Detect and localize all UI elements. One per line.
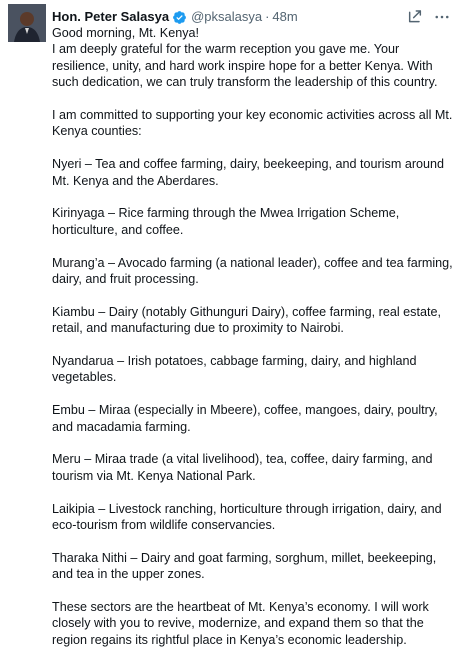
handle[interactable]: @pksalasya [191, 9, 263, 24]
county-tharaka-nithi: Tharaka Nithi – Dairy and goat farming, sorghum, millet, beekeeping, and tea in the upper zones. [52, 550, 437, 582]
tweet-header [52, 8, 451, 26]
timestamp[interactable]: 48m [272, 9, 298, 24]
county-laikipia: Laikipia – Livestock ranching, horticulture through irrigation, dairy, and eco-tourism from wildlife conservancies. [52, 501, 442, 533]
county-meru: Meru – Miraa trade (a vital livelihood), tea, coffee, dairy farming, and tourism via Mt. Kenya National Park. [52, 452, 433, 483]
verified-badge-icon [172, 10, 187, 25]
grok-icon[interactable] [407, 9, 423, 25]
greeting: Good morning, Mt. Kenya! [52, 26, 199, 40]
county-nyeri: Nyeri – Tea and coffee farming, dairy, beekeeping, and tourism around Mt. Kenya and the Aberdares. [52, 157, 445, 188]
county-kirinyaga: Kirinyaga – Rice farming through the Mwea Irrigation Scheme, horticulture, and coffee. [52, 206, 400, 237]
more-options-icon[interactable] [433, 8, 451, 26]
paragraph-commitment: I am committed to supporting your key economic activities across all Mt. Kenya counties: [52, 108, 453, 139]
county-kiambu: Kiambu – Dairy (notably Githunguri Dairy), coffee farming, real estate, retail, and manufacturing due to proximity to Nairobi. [52, 304, 441, 336]
county-embu: Embu – Miraa (especially in Mbeere), coffee, mangoes, dairy, poultry, and macadamia farming. [52, 403, 438, 434]
county-muranga: Murang’a – Avocado farming (a national leader), coffee and tea farming, dairy, and fruit processing. [52, 255, 453, 287]
avatar[interactable] [8, 4, 46, 42]
paragraph-gratitude: I am deeply grateful for the warm reception you gave me. Your resilience, unity, and hard work inspire hope for a better Kenya. With such dedication, we can truly transform the leadership of this country. [52, 42, 438, 90]
tweet-text [52, 25, 454, 648]
county-nyandarua: Nyandarua – Irish potatoes, cabbage farming, dairy, and highland vegetables. [52, 354, 417, 385]
paragraph-closing: These sectors are the heartbeat of Mt. Kenya’s economy. I will work closely with you to revive, modernize, and expand them so that the region regains its rightful place in Kenya’s economic leadership. [52, 600, 429, 647]
display-name[interactable]: Hon. Peter Salasya [52, 9, 170, 24]
header-actions [407, 8, 451, 26]
separator-dot: · [265, 9, 270, 24]
avatar-image [8, 4, 46, 42]
